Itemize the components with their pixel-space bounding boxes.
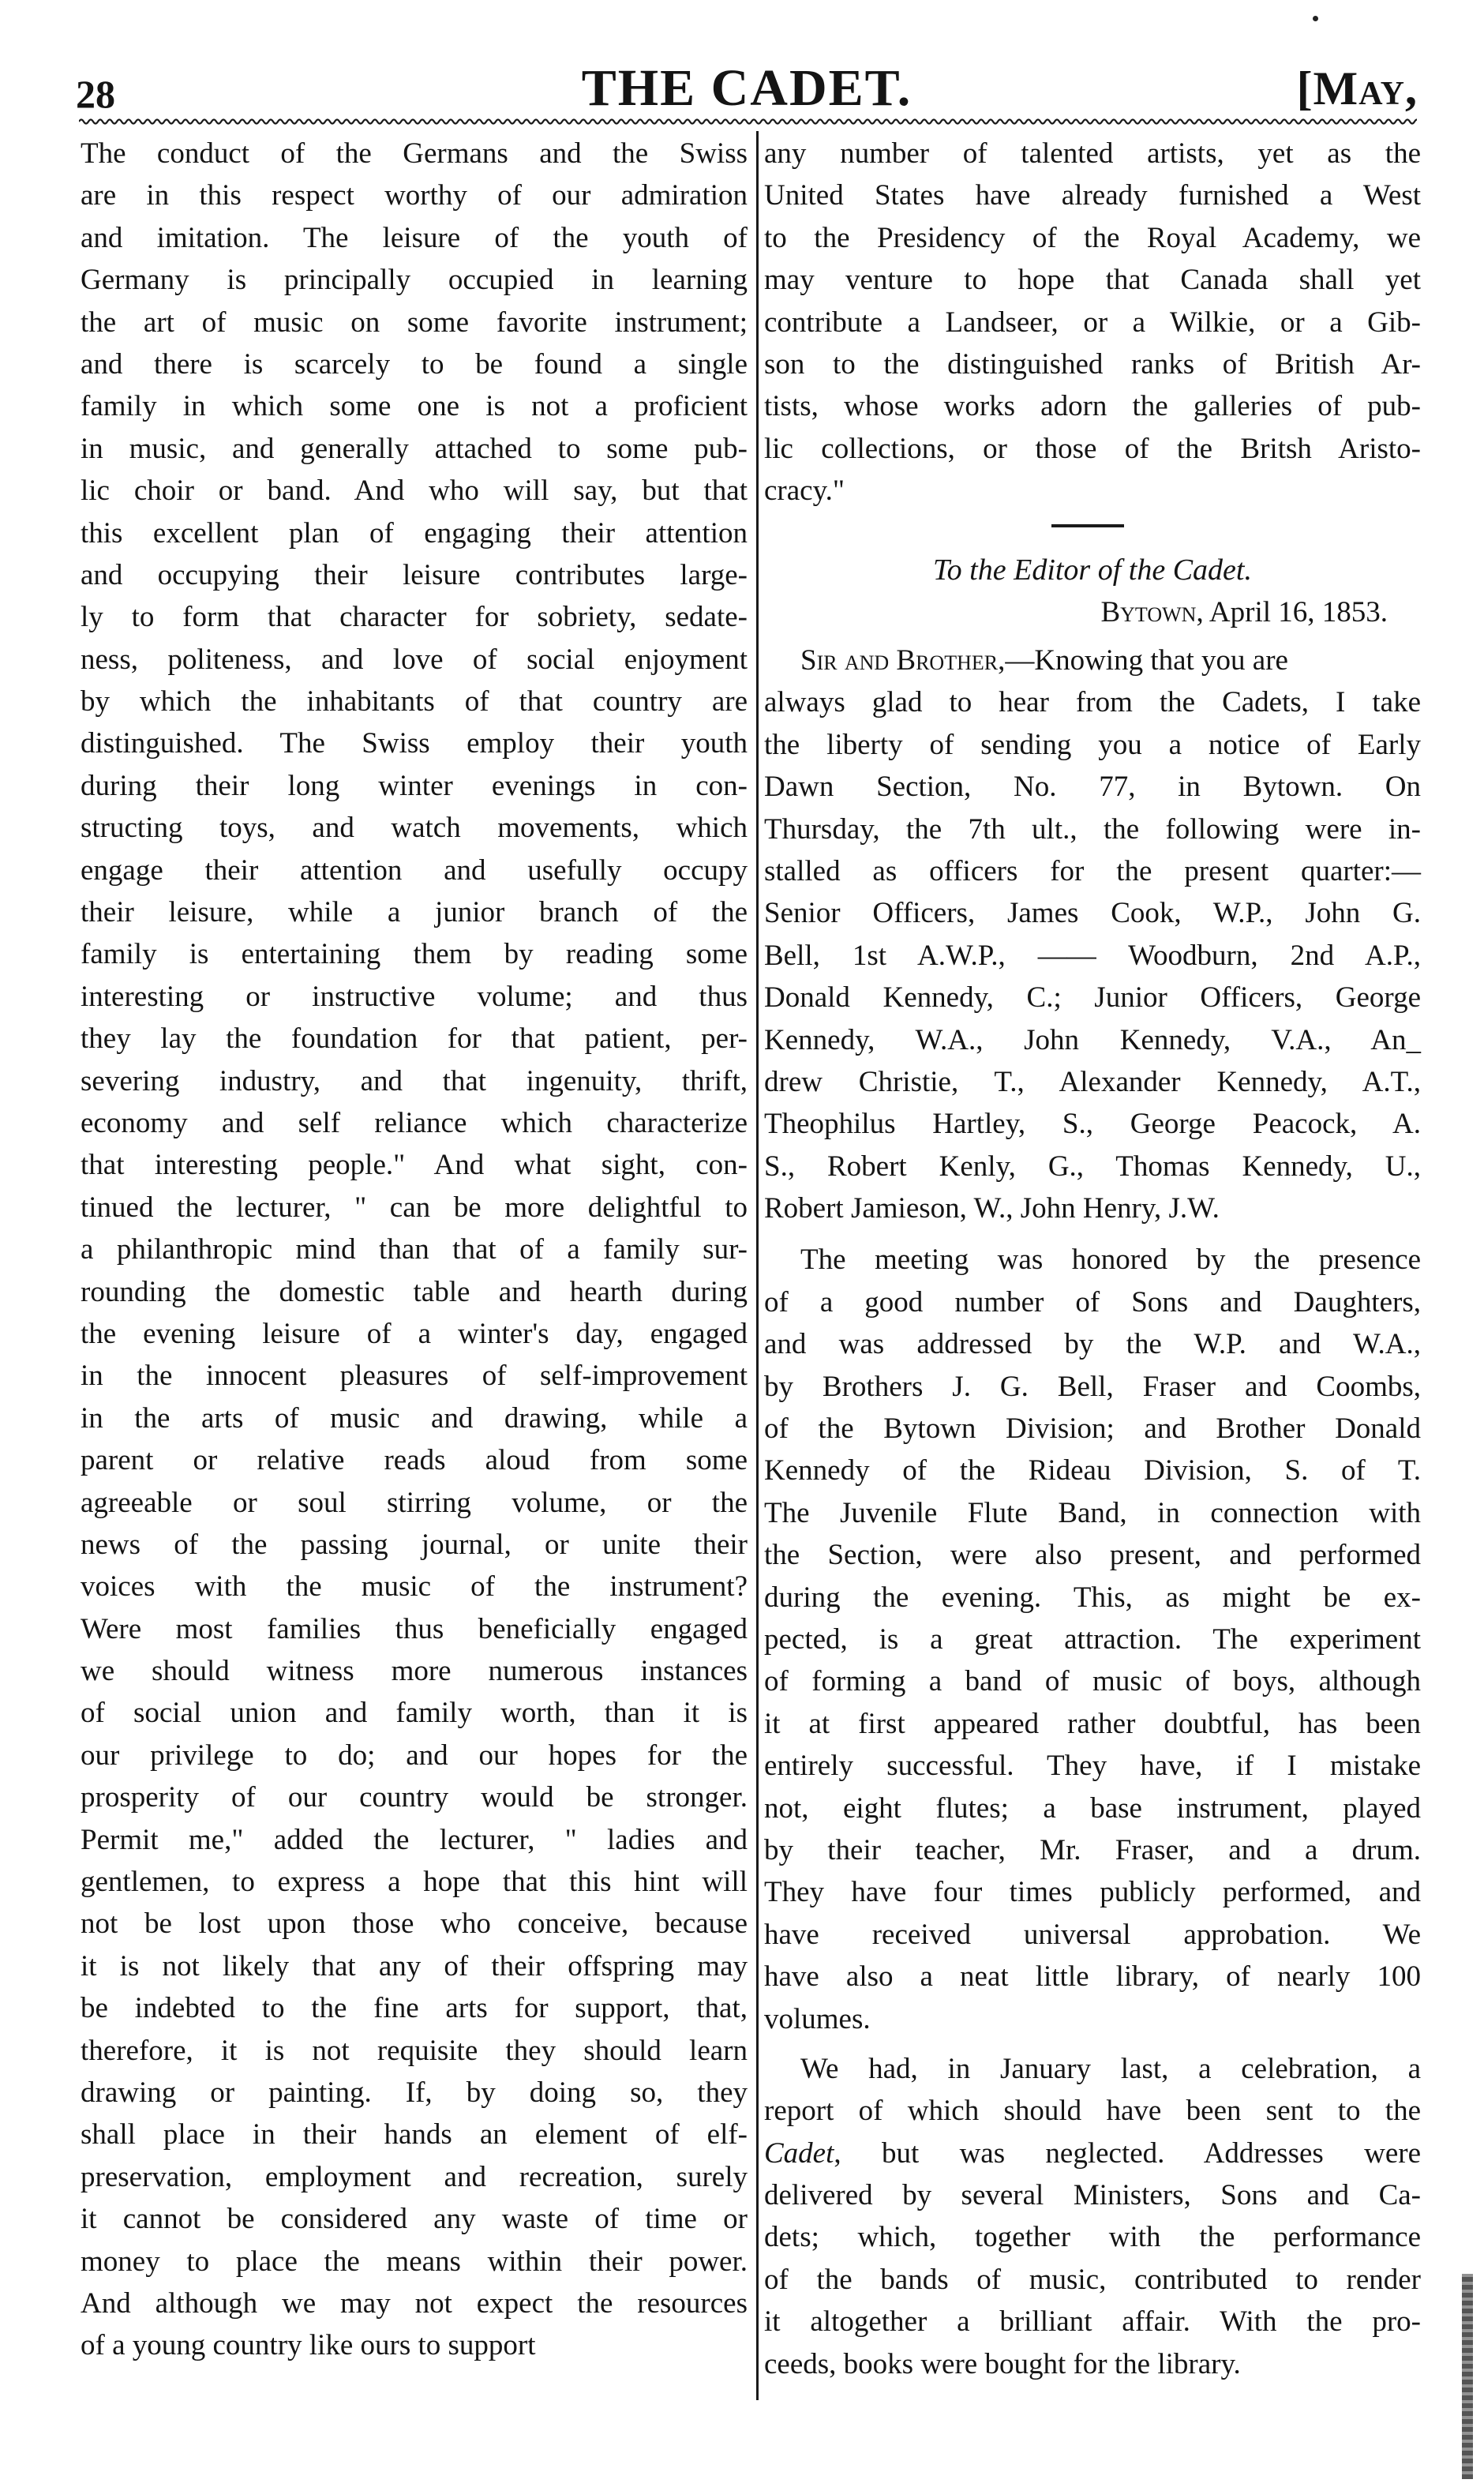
right-column-top — [764, 133, 1421, 512]
text-line: Permit me," added the lecturer, " ladies and — [81, 1823, 748, 1856]
text-line: The Juvenile Flute Band, in connection with — [764, 1496, 1421, 1529]
text-line: family is entertaining them by reading some — [81, 938, 748, 971]
text-line: gentlemen, to express a hope that this hint will — [81, 1866, 748, 1899]
text-line: not, eight flutes; a base instrument, played — [764, 1791, 1421, 1825]
text-line: in the arts of music and drawing, while a — [81, 1401, 748, 1435]
letter-salutation: Sir and Brother, — [800, 644, 1006, 677]
text-line: son to the distinguished ranks of British Ar- — [764, 347, 1421, 381]
text-line: during the evening. This, as might be ex- — [764, 1581, 1421, 1614]
text-line: preservation, employment and recreation, surely — [81, 2160, 748, 2193]
text-line: Bell, 1st A.W.P., —— Woodburn, 2nd A.P., — [764, 939, 1421, 972]
text-line: of social union and family worth, than it is — [81, 1697, 748, 1730]
text-line: They have four times publicly performed, and — [764, 1876, 1421, 1909]
text-line: pected, is a great attraction. The experiment — [764, 1622, 1421, 1656]
text-line: therefore, it is not requisite they should learn — [81, 2034, 748, 2067]
text-line: are in this respect worthy of our admiration — [81, 179, 748, 212]
text-line: interesting or instructive volume; and thus — [81, 980, 748, 1013]
text-line: tists, whose works adorn the galleries of pub- — [764, 390, 1421, 423]
text-line: prosperity of our country would be stronger. — [81, 1781, 748, 1814]
text-line: of a good number of Sons and Daughters, — [764, 1285, 1421, 1319]
column-divider — [756, 131, 759, 2400]
text-line: engage their attention and usefully occupy — [81, 853, 748, 887]
text-line: to the Presidency of the Royal Academy, we — [764, 221, 1421, 254]
text-line: stalled as officers for the present quarter:— — [764, 854, 1421, 887]
text-line: not be lost upon those who conceive, because — [81, 1907, 748, 1941]
text-line: have received universal approbation. We — [764, 1918, 1421, 1951]
text-line: agreeable or soul stirring volume, or the — [81, 1486, 748, 1519]
text-line: Donald Kennedy, C.; Junior Officers, George — [764, 981, 1421, 1015]
text-line: in the innocent pleasures of self-improvement — [81, 1360, 748, 1393]
text-line: ness, politeness, and love of social enjoyment — [81, 643, 748, 676]
text-line: Were most families thus beneficially engaged — [81, 1612, 748, 1645]
text-line: their leisure, while a junior branch of the — [81, 896, 748, 929]
text-line: that interesting people." And what sight, con- — [81, 1149, 748, 1182]
text-line: lic collections, or those of the Britsh Aristo- — [764, 432, 1421, 465]
text-line: in music, and generally attached to some pub- — [81, 432, 748, 465]
text-line: contribute a Landseer, or a Wilkie, or a Gib- — [764, 306, 1421, 339]
text-line: Thursday, the 7th ult., the following were in- — [764, 812, 1421, 846]
text-line: drawing or painting. If, by doing so, they — [81, 2076, 748, 2109]
text-line: S., Robert Kenly, G., Thomas Kennedy, U., — [764, 1150, 1421, 1183]
dateline-place: Bytown — [1100, 596, 1197, 628]
text-line: voices with the music of the instrument? — [81, 1570, 748, 1604]
header-wavy-rule — [79, 117, 1417, 126]
letter-dateline — [764, 595, 1388, 629]
text-line: structing toys, and watch movements, which — [81, 812, 748, 845]
letter-heading: To the Editor of the Cadet. — [933, 553, 1252, 587]
text-line: shall place in their hands an element of elf- — [81, 2118, 748, 2151]
text-line: rounding the domestic table and hearth during — [81, 1275, 748, 1308]
text-line: the evening leisure of a winter's day, engaged — [81, 1317, 748, 1350]
text-line: of the bands of music, contributed to render — [764, 2263, 1421, 2296]
text-line: Cadet, but was neglected. Addresses were — [764, 2136, 1421, 2170]
text-line: by their teacher, Mr. Fraser, and a drum. — [764, 1833, 1421, 1866]
text-line: have also a neat little library, of nearly 100 — [764, 1960, 1421, 1994]
dateline-date: , April 16, 1853. — [1196, 596, 1388, 628]
text-line: entirely successful. They have, if I mistake — [764, 1750, 1421, 1783]
text-line: any number of talented artists, yet as the — [764, 137, 1421, 170]
cadet-title-italic: Cadet — [764, 2136, 834, 2170]
text-line: money to place the means within their power. — [81, 2245, 748, 2278]
text-line: may venture to hope that Canada shall yet — [764, 264, 1421, 297]
text-line: parent or relative reads aloud from some — [81, 1444, 748, 1477]
page-number: 28 — [76, 72, 115, 116]
text-line: and imitation. The leisure of the youth of — [81, 221, 748, 254]
text-line: it cannot be considered any waste of time or — [81, 2203, 748, 2236]
text-line: report of which should have been sent to the — [764, 2095, 1421, 2128]
text-line: during their long winter evenings in con- — [81, 769, 748, 802]
text-line: Senior Officers, James Cook, W.P., John G. — [764, 897, 1421, 930]
text-line: ly to form that character for sobriety, sedate- — [81, 601, 748, 634]
text-line: by Brothers J. G. Bell, Fraser and Coombs, — [764, 1370, 1421, 1403]
text-line: we should witness more numerous instances — [81, 1655, 748, 1688]
publication-title: THE CADET. — [581, 59, 913, 117]
text-line: Theophilus Hartley, S., George Peacock, A. — [764, 1108, 1421, 1141]
text-line: by which the inhabitants of that country are — [81, 685, 748, 718]
text-line: of forming a band of music of boys, although — [764, 1665, 1421, 1698]
text-line: Kennedy, W.A., John Kennedy, V.A., An_ — [764, 1023, 1421, 1056]
text-line: and there is scarcely to be found a single — [81, 347, 748, 381]
text-line: of the Bytown Division; and Brother Donald — [764, 1412, 1421, 1446]
issue-month: [May, — [1296, 62, 1418, 114]
text-line: the art of music on some favorite instrument; — [81, 306, 748, 339]
text-line: dets; which, together with the performance — [764, 2221, 1421, 2254]
text-line: delivered by several Ministers, Sons and Ca- — [764, 2179, 1421, 2212]
page-edge-mark — [1462, 2274, 1473, 2479]
left-column — [81, 133, 748, 2367]
text-line: United States have already furnished a West — [764, 179, 1421, 212]
text-line: our privilege to do; and our hopes for the — [81, 1739, 748, 1772]
text-line: Robert Jamieson, W., John Henry, J.W. — [764, 1192, 1220, 1225]
text-line: the liberty of sending you a notice of Early — [764, 728, 1421, 761]
text-line: be indebted to the fine arts for support, that, — [81, 1992, 748, 2025]
text-line: We had, in January last, a celebration, a — [800, 2052, 1421, 2085]
text-line: tinued the lecturer, " can be more delightful to — [81, 1191, 748, 1224]
text-line: it at first appeared rather doubtful, has been — [764, 1707, 1421, 1740]
text-line: volumes. — [764, 2002, 871, 2035]
page-header — [76, 55, 1418, 118]
text-line: it altogether a brilliant affair. With the pro- — [764, 2305, 1421, 2339]
text-fragment: —Knowing that you are — [1005, 644, 1288, 677]
text-line: drew Christie, T., Alexander Kennedy, A.T., — [764, 1065, 1421, 1098]
text-line: economy and self reliance which characterize — [81, 1106, 748, 1139]
text-line: and occupying their leisure contributes large- — [81, 558, 748, 591]
text-line: a philanthropic mind than that of a family sur- — [81, 1233, 748, 1266]
text-line: distinguished. The Swiss employ their youth — [81, 727, 748, 760]
text-line: Dawn Section, No. 77, in Bytown. On — [764, 771, 1421, 804]
text-line: The conduct of the Germans and the Swiss — [81, 137, 748, 170]
text-line: always glad to hear from the Cadets, I take — [764, 686, 1421, 719]
text-line: The meeting was honored by the presence — [800, 1244, 1421, 1277]
text-line: And although we may not expect the resources — [81, 2286, 748, 2320]
text-line: this excellent plan of engaging their attention — [81, 516, 748, 550]
text-line: they lay the foundation for that patient, per- — [81, 1022, 748, 1056]
text-line: severing industry, and that ingenuity, thrift, — [81, 1064, 748, 1097]
text-line: news of the passing journal, or unite their — [81, 1528, 748, 1561]
ink-speck — [1313, 16, 1318, 21]
letter-body — [764, 640, 1421, 2385]
text-line: Germany is principally occupied in learning — [81, 264, 748, 297]
text-line: family in which some one is not a proficient — [81, 390, 748, 423]
text-line: it is not likely that any of their offspring may — [81, 1949, 748, 1982]
text-line: of a young country like ours to support — [81, 2329, 536, 2362]
text-line: the Section, were also present, and performed — [764, 1539, 1421, 1572]
text-line: ceeds, books were bought for the library. — [764, 2347, 1241, 2380]
text-line: cracy." — [764, 475, 845, 508]
text-line — [764, 640, 1421, 681]
text-line: and was addressed by the W.P. and W.A., — [764, 1328, 1421, 1361]
text-line: Kennedy of the Rideau Division, S. of T. — [764, 1454, 1421, 1487]
section-separator — [1051, 524, 1124, 527]
text-line: lic choir or band. And who will say, but that — [81, 475, 748, 508]
